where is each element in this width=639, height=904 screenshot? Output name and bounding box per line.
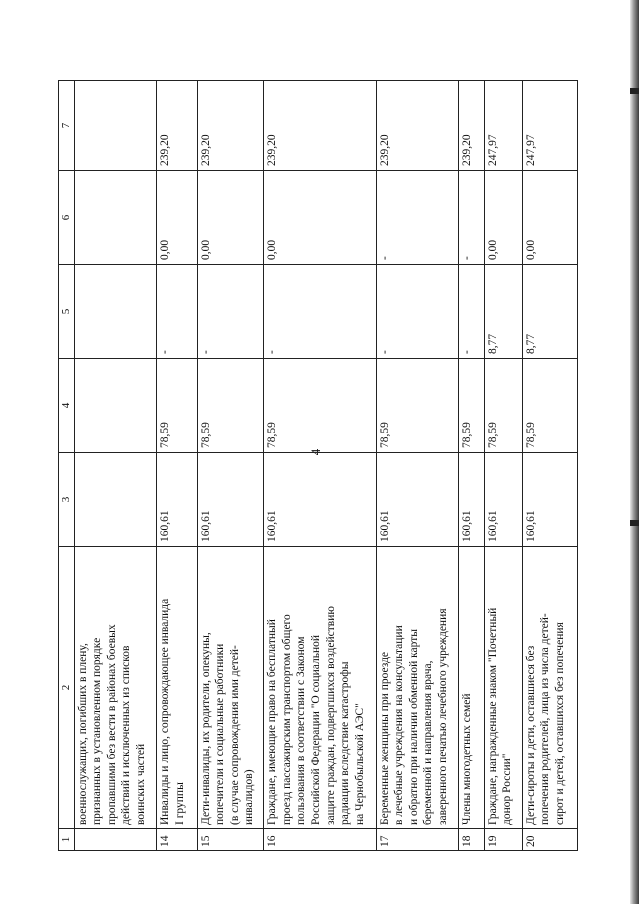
value-cell-c3: 160,61 (522, 453, 577, 547)
description-line: попечения родителей, лица из числа детей- (539, 613, 552, 825)
description-line: I группы (173, 782, 186, 825)
header-row (59, 81, 75, 851)
scan-edge-bar (630, 0, 639, 904)
value-cell-c7: 239,20 (459, 81, 484, 171)
table-row (376, 81, 459, 851)
row-number: 14 (157, 829, 197, 851)
value-cell-c3: 160,61 (157, 453, 197, 547)
column-header: 1 (59, 829, 75, 851)
row-description (197, 547, 264, 829)
description-line: Беременные женщины при проезде (378, 651, 391, 825)
description-line: пропавшими без вести в районах боевых (105, 624, 118, 825)
scan-edge-notch (630, 520, 639, 526)
description-line: Дети-сироты и дети, оставшиеся без (524, 645, 537, 825)
value-cell-c4: 78,59 (484, 359, 522, 453)
row-description (459, 547, 484, 829)
column-header: 6 (59, 171, 75, 265)
description-line: Дети-инвалиды, их родители, опекуны, (199, 632, 212, 825)
value-cell-c6: 0,00 (522, 171, 577, 265)
value-cell-c5: - (157, 265, 197, 359)
value-cell-c5: - (264, 265, 376, 359)
description-line: проезд пассажирским транспортом общего (280, 614, 293, 825)
value-cell-c4: 78,59 (459, 359, 484, 453)
table-row (197, 81, 264, 851)
row-description (522, 547, 577, 829)
description-line: защите граждан, подвергшихся воздействию (324, 606, 337, 825)
value-cell-c4: 78,59 (157, 359, 197, 453)
value-cell-c5: - (197, 265, 264, 359)
value-cell-c4 (74, 359, 157, 453)
description-line: донор России" (501, 753, 514, 825)
description-line: Граждане, имеющие право на бесплатный (266, 619, 279, 825)
description-line: в лечебные учреждения на консультации (393, 625, 406, 825)
table-row (484, 81, 522, 851)
value-cell-c7: 239,20 (264, 81, 376, 171)
row-number: 19 (484, 829, 522, 851)
description-line: воинских частей (134, 743, 147, 825)
value-cell-c6: 0,00 (484, 171, 522, 265)
row-description (264, 547, 376, 829)
column-header: 2 (59, 547, 75, 829)
value-cell-c5: - (459, 265, 484, 359)
value-cell-c3: 160,61 (197, 453, 264, 547)
description-line: беременной и направления врача, (422, 660, 435, 825)
description-line: Российской Федерации "О социальной (310, 634, 323, 825)
value-cell-c7: 247,97 (484, 81, 522, 171)
table-row (264, 81, 376, 851)
row-number: 16 (264, 829, 376, 851)
description-line: признанных в установленном порядке (91, 637, 104, 825)
value-cell-c4: 78,59 (197, 359, 264, 453)
page-number: 4 (308, 448, 323, 456)
row-number: 17 (376, 829, 459, 851)
row-number: 20 (522, 829, 577, 851)
description-line: Граждане, награжденные знаком "Почетный (486, 607, 499, 825)
value-cell-c6: - (376, 171, 459, 265)
row-description (74, 547, 157, 829)
value-cell-c7: 247,97 (522, 81, 577, 171)
table-row (157, 81, 197, 851)
value-cell-c7: 239,20 (197, 81, 264, 171)
description-line: военнослужащих, погибших в плену, (76, 643, 89, 825)
row-number: 18 (459, 829, 484, 851)
description-line: попечители и социальные работники (214, 643, 227, 825)
value-cell-c6: - (459, 171, 484, 265)
value-cell-c7: 239,20 (157, 81, 197, 171)
row-description (376, 547, 459, 829)
table-row (74, 81, 157, 851)
value-cell-c3 (74, 453, 157, 547)
row-number (74, 829, 157, 851)
description-line: действий и исключенных из списков (120, 645, 133, 825)
row-description (484, 547, 522, 829)
column-header: 5 (59, 265, 75, 359)
description-line: инвалидов) (243, 769, 256, 825)
table-row (522, 81, 577, 851)
value-cell-c5: - (376, 265, 459, 359)
value-cell-c3: 160,61 (376, 453, 459, 547)
tariff-table (58, 80, 578, 851)
description-line: пользования в соответствии с Законом (295, 636, 308, 825)
value-cell-c4: 78,59 (522, 359, 577, 453)
value-cell-c4: 78,59 (376, 359, 459, 453)
value-cell-c3: 160,61 (459, 453, 484, 547)
value-cell-c6 (74, 171, 157, 265)
value-cell-c3: 160,61 (484, 453, 522, 547)
table-row (459, 81, 484, 851)
description-line: Члены многодетных семей (461, 693, 474, 825)
value-cell-c5 (74, 265, 157, 359)
description-line: на Чернобыльской АЭС" (353, 703, 366, 825)
row-description (157, 547, 197, 829)
value-cell-c6: 0,00 (157, 171, 197, 265)
column-header: 3 (59, 453, 75, 547)
value-cell-c6: 0,00 (197, 171, 264, 265)
description-line: Инвалиды и лицо, сопровождающее инвалида (159, 598, 172, 825)
value-cell-c5: 8,77 (522, 265, 577, 359)
description-line: радиации вследствие катастрофы (339, 661, 352, 825)
description-line: сирот и детей, оставшихся без попечения (554, 622, 567, 825)
scan-edge-notch (630, 88, 639, 94)
value-cell-c5: 8,77 (484, 265, 522, 359)
value-cell-c4: 78,59 (264, 359, 376, 453)
value-cell-c7 (74, 81, 157, 171)
value-cell-c7: 239,20 (376, 81, 459, 171)
value-cell-c6: 0,00 (264, 171, 376, 265)
description-line: заверенного печатью лечебного учреждения (436, 608, 449, 825)
column-header: 4 (59, 359, 75, 453)
value-cell-c3: 160,61 (264, 453, 376, 547)
tariff-table-wrapper (58, 81, 578, 851)
row-number: 15 (197, 829, 264, 851)
description-line: и обратно при наличии обменной карты (407, 629, 420, 825)
column-header: 7 (59, 81, 75, 171)
description-line: (в случае сопровождения ими детей- (228, 645, 241, 825)
